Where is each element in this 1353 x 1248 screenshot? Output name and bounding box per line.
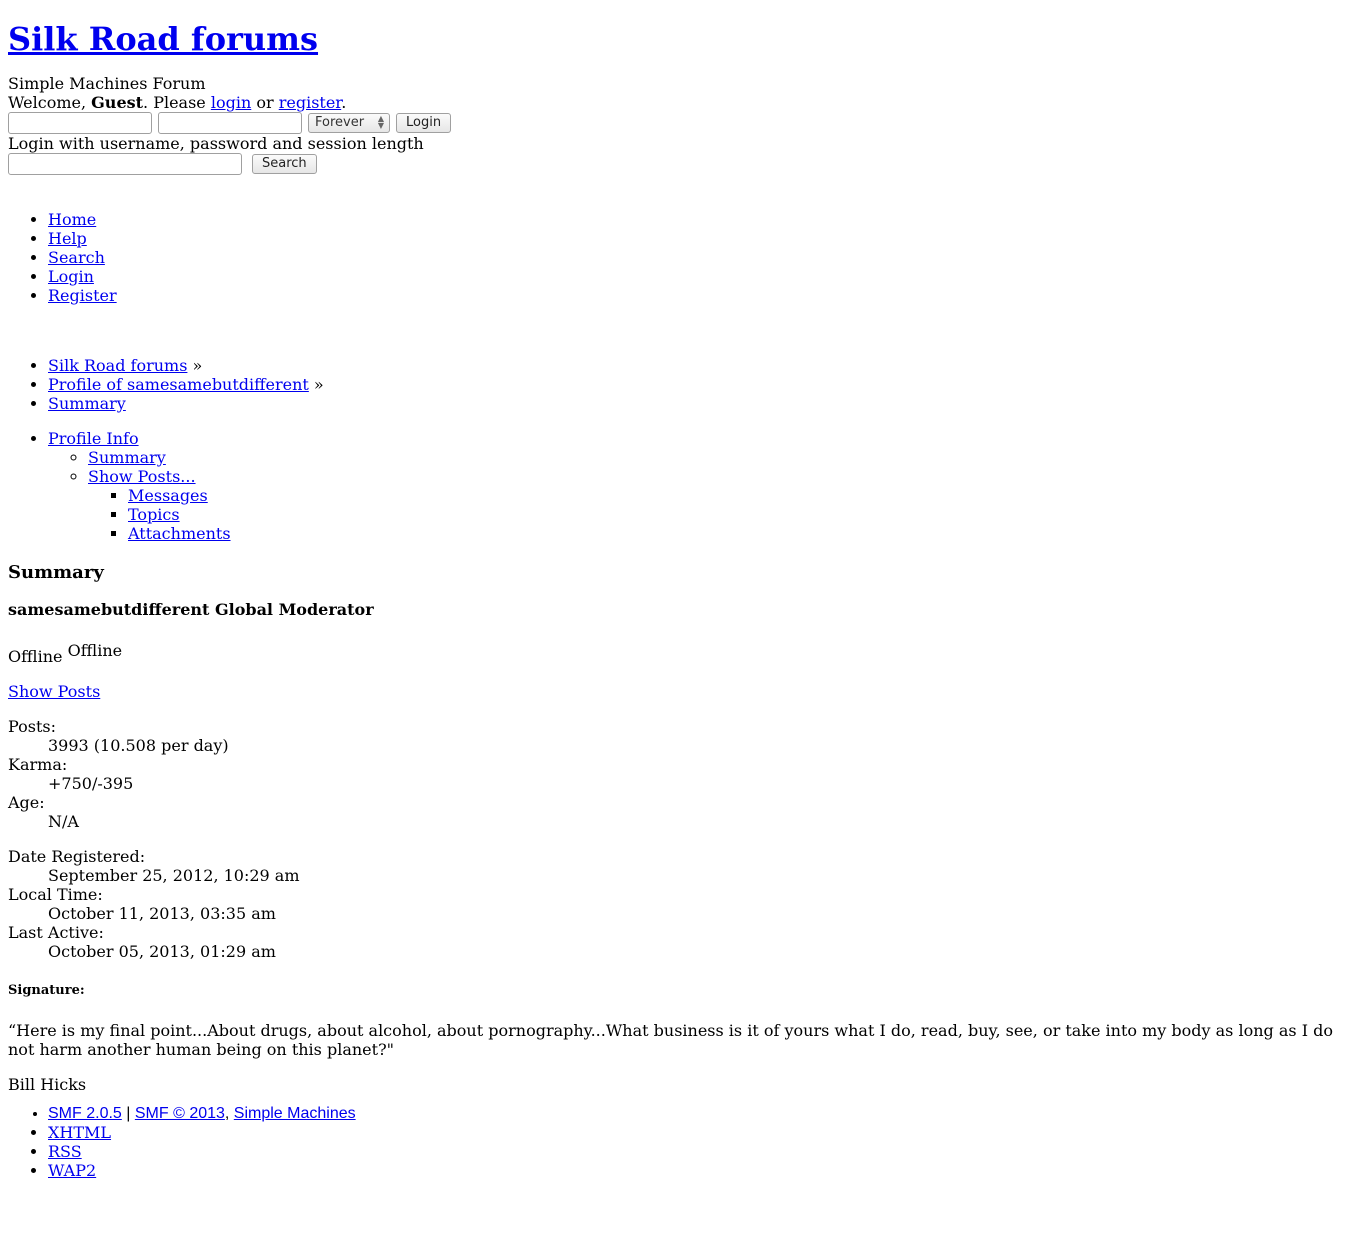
- breadcrumb: [8, 356, 1345, 413]
- signature-heading: Signature:: [8, 983, 85, 998]
- stat-value: 3993 (10.508 per day): [48, 736, 229, 755]
- forum-title: [8, 21, 1345, 58]
- submenu-item-topics: [128, 505, 1345, 524]
- menu-item-home: [48, 210, 1345, 229]
- breadcrumb-item: [48, 394, 1345, 413]
- stat-label: Local Time:: [8, 885, 103, 904]
- login-link[interactable]: login: [210, 93, 252, 112]
- menu-link-login[interactable]: Login: [48, 267, 94, 286]
- stat-label: Age:: [8, 793, 45, 812]
- menu-link-search[interactable]: Search: [48, 248, 105, 267]
- menu-item-search: [48, 248, 1345, 267]
- profile-menu-root: [48, 429, 1345, 543]
- status-image-alt: Offline: [67, 641, 123, 660]
- breadcrumb-link-profile[interactable]: Profile of samesamebutdifferent: [48, 375, 309, 394]
- username-input[interactable]: [8, 112, 152, 134]
- stat-value: October 11, 2013, 03:35 am: [48, 904, 276, 923]
- stat-value: September 25, 2012, 10:29 am: [48, 866, 300, 885]
- username-title: samesamebutdifferent Global Moderator: [8, 600, 374, 619]
- menu-item-help: [48, 229, 1345, 248]
- profile-menu-show-posts: [88, 467, 1345, 543]
- show-posts-menu-link[interactable]: Show Posts...: [88, 467, 196, 486]
- login-form: [8, 112, 1345, 134]
- xhtml-link[interactable]: XHTML: [48, 1123, 112, 1142]
- profile-menu-summary: [88, 448, 1345, 467]
- stat-value: N/A: [48, 812, 79, 831]
- footer-item-wap2: [48, 1161, 1345, 1180]
- menu-link-help[interactable]: Help: [48, 229, 87, 248]
- breadcrumb-link-forum[interactable]: Silk Road forums: [48, 356, 188, 375]
- menu-link-home[interactable]: Home: [48, 210, 97, 229]
- search-input[interactable]: [8, 153, 242, 175]
- stat-label: Karma:: [8, 755, 68, 774]
- smf-version-link[interactable]: SMF 2.0.5: [48, 1105, 122, 1122]
- simple-machines-link[interactable]: Simple Machines: [233, 1105, 356, 1122]
- footer-links: [8, 1104, 1345, 1180]
- stats-list-2: [8, 847, 1345, 961]
- menu-link-register[interactable]: Register: [48, 286, 117, 305]
- signature-author: Bill Hicks: [8, 1075, 87, 1094]
- stat-value: October 05, 2013, 01:29 am: [48, 942, 276, 961]
- submenu-item-messages: [128, 486, 1345, 505]
- forum-title-link[interactable]: Silk Road forums: [8, 20, 319, 58]
- login-hint: Login with username, password and session length: [8, 134, 424, 153]
- submenu-item-attachments: [128, 524, 1345, 543]
- attachments-link[interactable]: Attachments: [128, 524, 231, 543]
- smf-copyright-link[interactable]: SMF © 2013: [134, 1105, 225, 1122]
- login-button[interactable]: Login: [396, 113, 451, 133]
- messages-link[interactable]: Messages: [128, 486, 208, 505]
- signature-quote: “Here is my final point...About drugs, about alcohol, about pornography...What business is it of yours what I do, read, buy, see, or take into my body as long as I do not harm another human being on this planet?": [8, 1021, 1333, 1059]
- main-menu: [8, 210, 1345, 305]
- wap2-link[interactable]: WAP2: [48, 1161, 97, 1180]
- profile-submenu: [48, 448, 1345, 543]
- show-posts-submenu: [88, 486, 1345, 543]
- topics-link[interactable]: Topics: [128, 505, 180, 524]
- session-length-select[interactable]: Forever ▲ ▼: [308, 113, 390, 133]
- breadcrumb-link-summary[interactable]: Summary: [48, 394, 126, 413]
- footer-item-copyright: • SMF 2.0.5 | SMF © 2013, Simple Machines: [48, 1104, 1345, 1123]
- welcome-line: Welcome, Guest. Please login or register.: [8, 93, 347, 112]
- page-heading: Summary: [8, 562, 104, 583]
- rss-link[interactable]: RSS: [48, 1142, 82, 1161]
- register-link[interactable]: register: [278, 93, 342, 112]
- stats-list-1: [8, 717, 1345, 831]
- stat-label: Last Active:: [8, 923, 104, 942]
- stat-value: +750/-395: [48, 774, 134, 793]
- search-form: [8, 153, 1345, 175]
- stat-label: Date Registered:: [8, 847, 146, 866]
- online-status: [8, 641, 1345, 666]
- summary-link[interactable]: Summary: [88, 448, 166, 467]
- select-arrows-icon: ▲ ▼: [377, 114, 384, 130]
- status-text: Offline: [8, 647, 63, 666]
- breadcrumb-item: • Silk Road forums »: [48, 356, 1345, 375]
- footer-item-xhtml: [48, 1123, 1345, 1142]
- stat-label: Posts:: [8, 717, 56, 736]
- forum-subtitle: Simple Machines Forum: [8, 74, 206, 93]
- breadcrumb-item: • Profile of samesamebutdifferent »: [48, 375, 1345, 394]
- show-posts-link[interactable]: Show Posts: [8, 682, 101, 701]
- menu-item-register: [48, 286, 1345, 305]
- password-input[interactable]: [158, 112, 302, 134]
- profile-info-link[interactable]: Profile Info: [48, 429, 139, 448]
- menu-item-login: [48, 267, 1345, 286]
- search-button[interactable]: Search: [252, 154, 317, 174]
- show-posts-para: [8, 682, 1345, 701]
- footer-item-rss: [48, 1142, 1345, 1161]
- profile-menu: [8, 429, 1345, 543]
